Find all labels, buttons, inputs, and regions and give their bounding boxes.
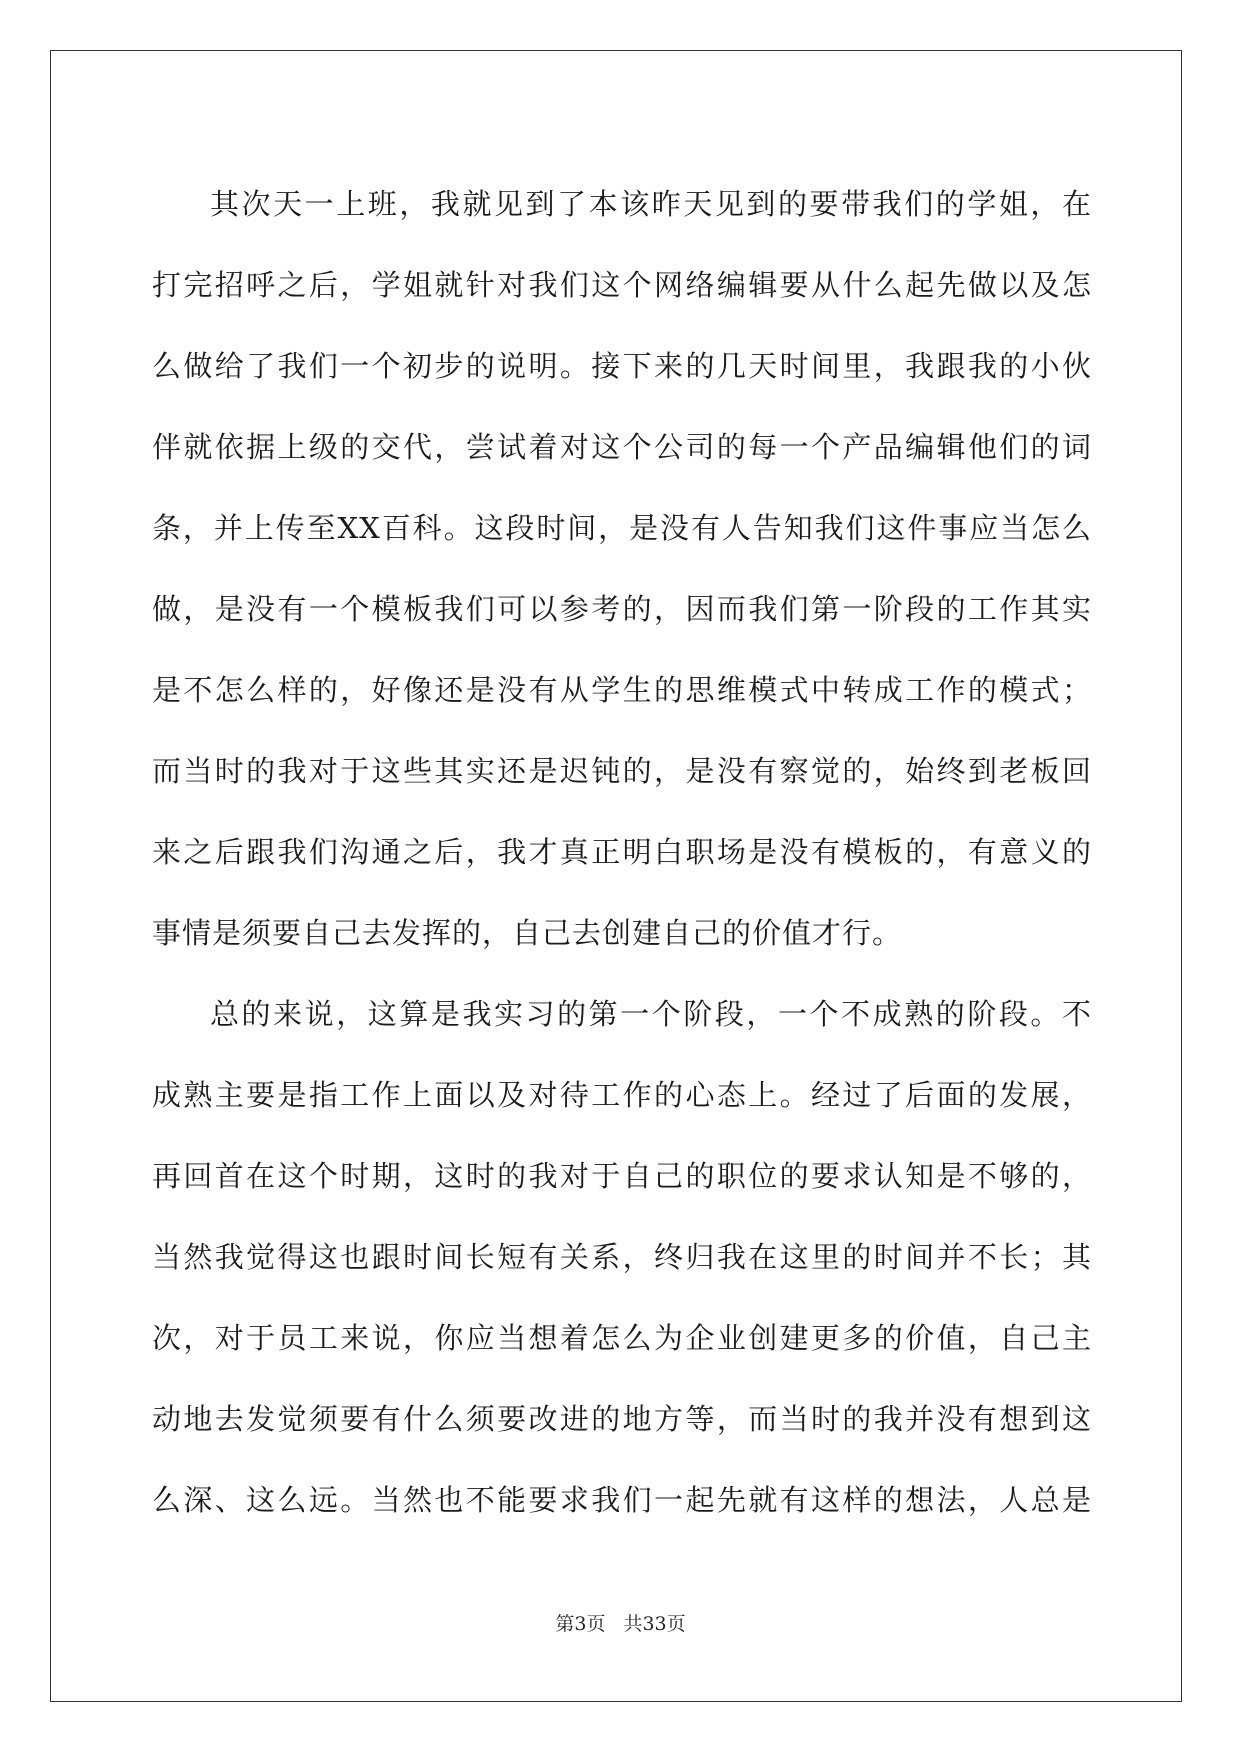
paragraph-2 [152,974,1092,1541]
page-footer [0,1612,1241,1636]
text-line: 而当时的我对于这些其实还是迟钝的，是没有察觉的，始终到老板回 [152,754,1092,788]
page-total: 共33页 [623,1613,686,1635]
text-line: 来之后跟我们沟通之后，我才真正明白职场是没有模板的，有意义的 [152,835,1092,869]
text-line: 其次天一上班，我就见到了本该昨天见到的要带我们的学姐，在 [210,187,1092,221]
text-line: 当然我觉得这也跟时间长短有关系，终归我在这里的时间并不长；其 [152,1240,1092,1274]
text-line: 么深、这么远。当然也不能要求我们一起先就有这样的想法，人总是 [152,1483,1092,1517]
paragraph-1 [152,164,1092,974]
text-line: 动地去发觉须要有什么须要改进的地方等，而当时的我并没有想到这 [152,1402,1092,1436]
text-line: 总的来说，这算是我实习的第一个阶段，一个不成熟的阶段。不 [210,997,1092,1031]
text-line: 再回首在这个时期，这时的我对于自己的职位的要求认知是不够的， [152,1159,1092,1193]
text-line: 成熟主要是指工作上面以及对待工作的心态上。经过了后面的发展， [152,1078,1092,1112]
text-line: 事情是须要自己去发挥的，自己去创建自己的价值才行。 [152,916,903,950]
text-line: 么做给了我们一个初步的说明。接下来的几天时间里，我跟我的小伙 [152,349,1092,383]
text-line: 条，并上传至XX百科。这段时间，是没有人告知我们这件事应当怎么 [152,511,1092,545]
text-line: 次，对于员工来说，你应当想着怎么为企业创建更多的价值，自己主 [152,1321,1092,1355]
text-line: 是不怎么样的，好像还是没有从学生的思维模式中转成工作的模式； [152,673,1092,707]
text-line: 伴就依据上级的交代，尝试着对这个公司的每一个产品编辑他们的词 [152,430,1092,464]
document-body [152,164,1092,1541]
page-number: 第3页 [555,1613,606,1635]
text-line: 做，是没有一个模板我们可以参考的，因而我们第一阶段的工作其实 [152,592,1092,626]
text-line: 打完招呼之后，学姐就针对我们这个网络编辑要从什么起先做以及怎 [152,268,1092,302]
